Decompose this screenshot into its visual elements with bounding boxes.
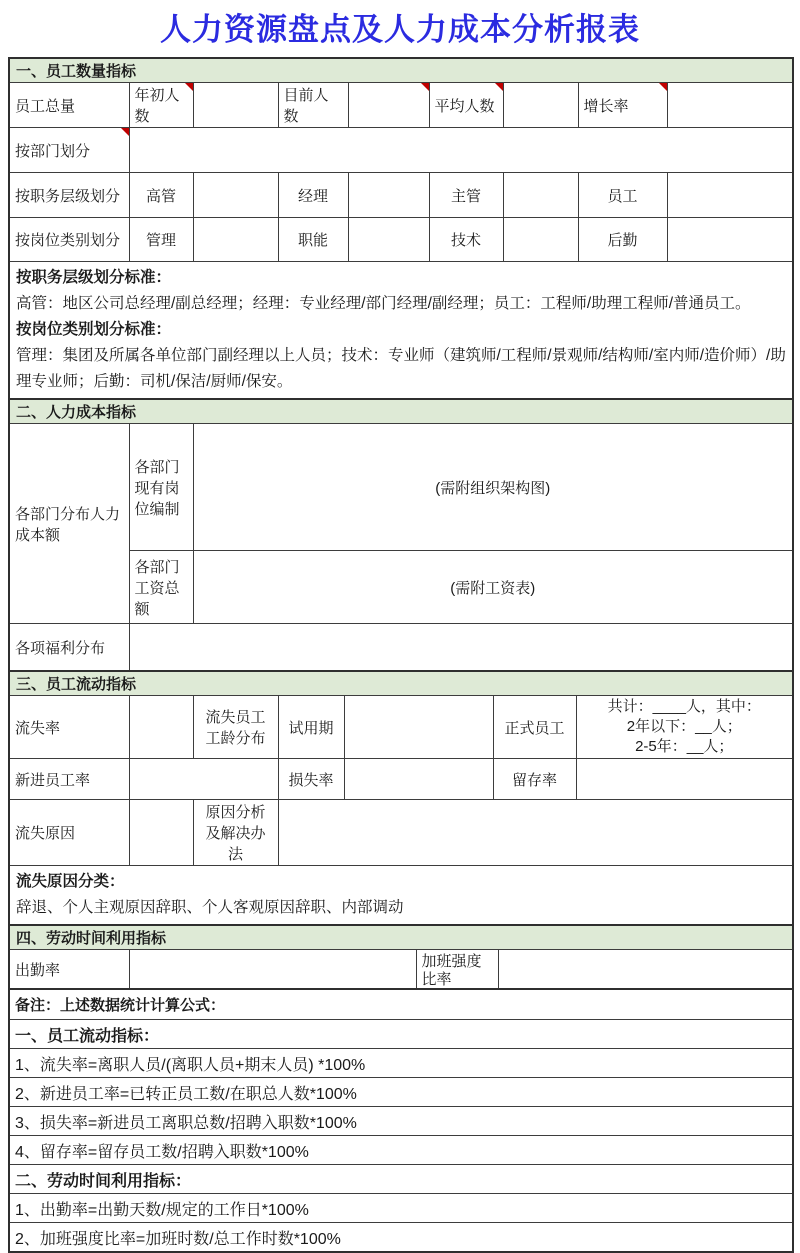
- formula-table: [8, 988, 794, 1253]
- label-technical: 技术: [429, 218, 503, 262]
- section1-header: 一、员工数量指标: [9, 58, 793, 83]
- comment-marker-icon: [495, 83, 503, 91]
- formula-row: 二、劳动时间利用指标：: [9, 1165, 793, 1194]
- label-attendance-rate: 出勤率: [9, 950, 129, 990]
- spreadsheet: [8, 57, 792, 1253]
- value-cell-staff[interactable]: [667, 173, 793, 218]
- summary-under2y-line: 2年以下：__人；: [626, 718, 742, 735]
- label-retention-rate: 留存率: [493, 759, 576, 800]
- label-by-department: 按部门划分: [9, 128, 129, 173]
- label-management: 管理: [129, 218, 193, 262]
- classification-note: [9, 262, 793, 400]
- label-turnover-rate: 流失率: [9, 696, 129, 759]
- label-loss-rate: 损失率: [278, 759, 344, 800]
- page-title: 人力资源盘点及人力成本分析报表: [160, 12, 640, 47]
- label-by-job-level: 按职务层级划分: [9, 173, 129, 218]
- label-manager: 经理: [278, 173, 348, 218]
- value-cell-turnover-rate[interactable]: [129, 696, 193, 759]
- regular-employee-summary[interactable]: [576, 696, 793, 759]
- section2-header: 二、人力成本指标: [9, 399, 793, 424]
- value-cell-growth-rate[interactable]: [667, 83, 793, 128]
- label-welfare-distribution: 各项福利分布: [9, 624, 129, 672]
- label-headcount-start-of-year: 年初人数: [129, 83, 193, 128]
- note-title-turnover-categories: 流失原因分类：: [16, 873, 125, 890]
- value-cell-attendance-rate[interactable]: [129, 950, 416, 990]
- section2-table: [8, 398, 794, 672]
- label-staff: 员工: [578, 173, 667, 218]
- summary-total-line: 共计：____人，其中：: [607, 698, 761, 715]
- value-cell-overtime-intensity[interactable]: [498, 950, 793, 990]
- formula-row: 一、员工流动指标：: [9, 1020, 793, 1049]
- note-text-job-level: 高管：地区公司总经理/副总经理；经理：专业经理/部门经理/副经理；员工：工程师/助理工程师/普通员工。: [16, 295, 751, 312]
- comment-marker-icon: [659, 83, 667, 91]
- section3-table: [8, 670, 794, 926]
- formula-row: 3、损失率=新进员工离职总数/招聘入职数*100%: [9, 1107, 793, 1136]
- label-leaver-tenure-distribution: 流失员工工龄分布: [193, 696, 278, 759]
- value-cell-newhire-rate[interactable]: [129, 759, 278, 800]
- label-turnover-reason: 流失原因: [9, 800, 129, 866]
- value-cell-headcount-start[interactable]: [193, 83, 278, 128]
- formula-row: 1、出勤率=出勤天数/规定的工作日*100%: [9, 1194, 793, 1223]
- turnover-reason-note: [9, 866, 793, 926]
- value-cell-technical[interactable]: [503, 218, 578, 262]
- comment-marker-icon: [185, 83, 193, 91]
- comment-marker-icon: [421, 83, 429, 91]
- summary-2to5y-line: 2-5年：__人；: [635, 738, 734, 755]
- label-newhire-rate: 新进员工率: [9, 759, 129, 800]
- value-cell-supervisor[interactable]: [503, 173, 578, 218]
- value-cell-analysis-solution[interactable]: [278, 800, 793, 866]
- value-cell-functional[interactable]: [348, 218, 429, 262]
- note-title-post-category: 按岗位类别划分标准：: [16, 321, 172, 338]
- formula-row: 1、流失率=离职人员/(离职人员+期末人员) *100%: [9, 1049, 793, 1078]
- value-cell-executive[interactable]: [193, 173, 278, 218]
- label-growth-rate: 增长率: [578, 83, 667, 128]
- section3-header: 三、员工流动指标: [9, 671, 793, 696]
- formula-row: 2、新进员工率=已转正员工数/在职总人数*100%: [9, 1078, 793, 1107]
- section1-table: [8, 57, 794, 400]
- label-post-establishment: 各部门现有岗位编制: [129, 424, 193, 551]
- value-cell-welfare[interactable]: [129, 624, 793, 672]
- formula-row: 2、加班强度比率=加班时数/总工作时数*100%: [9, 1223, 793, 1253]
- value-cell-manager[interactable]: [348, 173, 429, 218]
- note-text-post-category: 管理：集团及所属各单位部门副经理以上人员；技术：专业师（建筑师/工程师/景观师/结构师/室内师/造价师）/助理专业师；后勤：司机/保洁/厨师/保安。: [16, 347, 786, 390]
- value-cell-turnover-reason[interactable]: [129, 800, 193, 866]
- value-cell-retention-rate[interactable]: [576, 759, 793, 800]
- formula-row: 4、留存率=留存员工数/招聘入职数*100%: [9, 1136, 793, 1165]
- value-org-chart-placeholder[interactable]: (需附组织架构图): [193, 424, 793, 551]
- section4-table: [8, 924, 794, 990]
- label-probation: 试用期: [278, 696, 344, 759]
- note-text-turnover-categories: 辞退、个人主观原因辞职、个人客观原因辞职、内部调动: [16, 899, 404, 916]
- section4-header: 四、劳动时间利用指标: [9, 925, 793, 950]
- note-title-job-level: 按职务层级划分标准：: [16, 269, 172, 286]
- label-salary-total: 各部门工资总额: [129, 551, 193, 624]
- label-analysis-solution: 原因分析及解决办法: [193, 800, 278, 866]
- label-overtime-intensity-ratio: 加班强度比率: [416, 950, 498, 990]
- value-cell-logistics[interactable]: [667, 218, 793, 262]
- value-cell-loss-rate[interactable]: [344, 759, 493, 800]
- value-cell-headcount-average[interactable]: [503, 83, 578, 128]
- label-regular-employee: 正式员工: [493, 696, 576, 759]
- label-employee-total: 员工总量: [9, 83, 129, 128]
- value-cell-management[interactable]: [193, 218, 278, 262]
- label-by-post-category: 按岗位类别划分: [9, 218, 129, 262]
- comment-marker-icon: [121, 128, 129, 136]
- value-salary-table-placeholder[interactable]: (需附工资表): [193, 551, 793, 624]
- label-executive: 高管: [129, 173, 193, 218]
- label-cost-by-department: 各部门分布人力成本额: [9, 424, 129, 624]
- label-logistics: 后勤: [578, 218, 667, 262]
- label-headcount-current: 目前人数: [278, 83, 348, 128]
- value-cell-probation[interactable]: [344, 696, 493, 759]
- label-headcount-average: 平均人数: [429, 83, 503, 128]
- label-supervisor: 主管: [429, 173, 503, 218]
- value-cell-headcount-current[interactable]: [348, 83, 429, 128]
- label-functional: 职能: [278, 218, 348, 262]
- value-cell-by-department[interactable]: [129, 128, 793, 173]
- remark-title: 备注：上述数据统计计算公式：: [9, 989, 793, 1020]
